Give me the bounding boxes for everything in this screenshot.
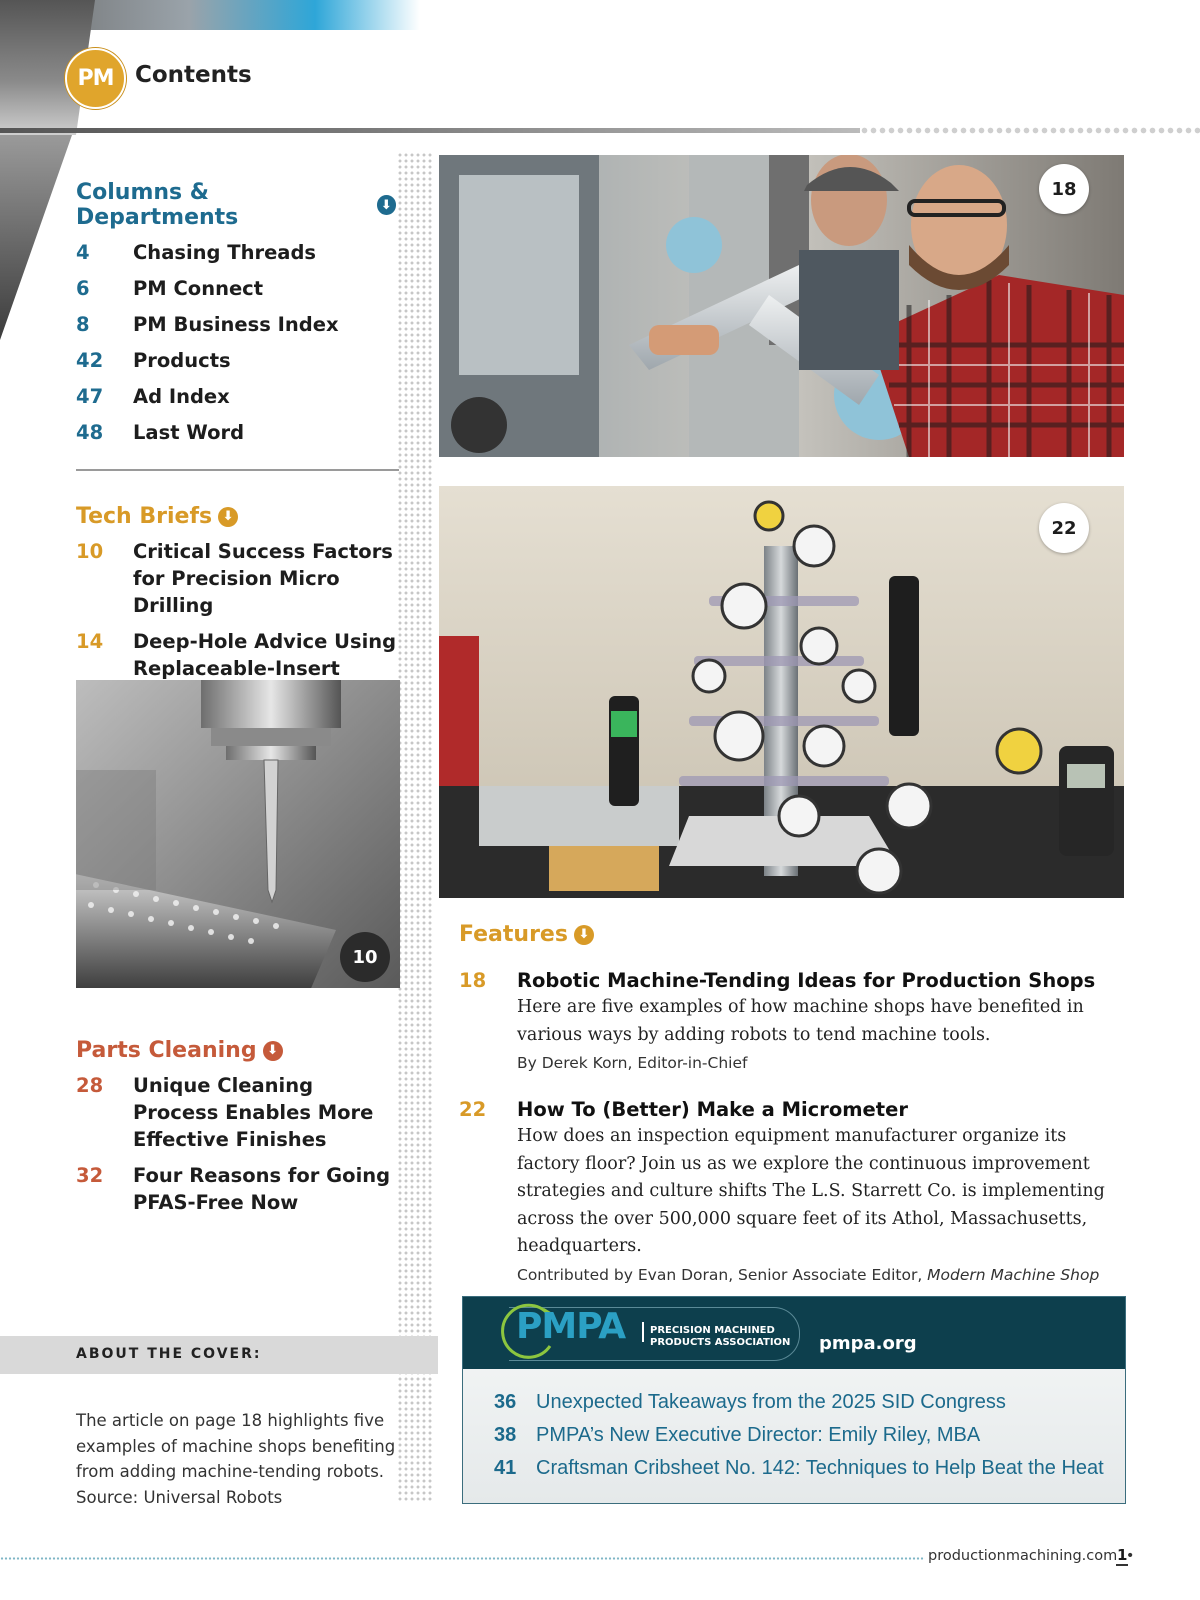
feature-description: How does an inspection equipment manufacturer organize its factory floor? Join us as we explore the continuous improvement strategies and culture shifts The L.S. Starrett Co. is implementing across the over 500,000 square feet of its Athol, Massachusetts, headquarters.	[517, 1126, 1105, 1256]
parts-cleaning-section	[76, 1038, 402, 1225]
down-arrow-circle-icon: ⬇	[377, 195, 396, 215]
item-title: Craftsman Cribsheet No. 142: Techniques to Help Beat the Heat	[536, 1457, 1104, 1479]
byline-publication: Modern Machine Shop	[927, 1265, 1100, 1284]
list-item[interactable]	[76, 1072, 402, 1153]
down-arrow-circle-icon: ⬇	[574, 925, 594, 945]
feature-title: How To (Better) Make a Micrometer	[517, 1098, 908, 1121]
feature-byline	[517, 1262, 1129, 1288]
item-title: PM Connect	[133, 277, 264, 300]
byline-text: By Derek Korn, Editor-in-Chief	[517, 1054, 748, 1072]
header-rule	[0, 128, 860, 133]
page-badge: 10	[340, 932, 390, 982]
columns-departments-section	[76, 180, 396, 455]
list-item[interactable]	[76, 275, 396, 302]
page-number: 22	[459, 1098, 487, 1121]
page-title: Contents	[135, 62, 252, 88]
about-cover-label: ABOUT THE COVER:	[76, 1346, 262, 1362]
list-item[interactable]	[76, 1162, 402, 1216]
item-title: Chasing Threads	[133, 241, 317, 264]
footer-separator: •	[1125, 1548, 1135, 1564]
item-title: Four Reasons for Going PFAS-Free Now	[133, 1164, 391, 1214]
page-badge: 22	[1039, 503, 1089, 553]
item-title: Products	[133, 349, 231, 372]
list-item[interactable]	[494, 1386, 1114, 1419]
page-number: 32	[76, 1164, 104, 1187]
features-heading	[459, 922, 1129, 947]
robot-photo	[439, 155, 1124, 457]
columns-heading-text: Columns & Departments	[76, 180, 239, 230]
page-badge: 18	[1039, 164, 1089, 214]
footer-site-text: productionmachining.com	[928, 1548, 1118, 1564]
pmpa-subtitle: PRECISION MACHINED PRODUCTS ASSOCIATION	[650, 1325, 791, 1348]
item-title: Unexpected Takeaways from the 2025 SID Congress	[536, 1391, 1006, 1413]
item-title: PMPA’s New Executive Director: Emily Riley, MBA	[536, 1424, 981, 1446]
list-item[interactable]	[494, 1419, 1114, 1452]
page-number: 36	[494, 1391, 517, 1413]
page-number: 48	[76, 421, 104, 444]
feature-item[interactable]	[459, 967, 1129, 1076]
parts-cleaning-heading	[76, 1038, 402, 1063]
feature-description: Here are five examples of how machine shops have benefited in various ways by adding robots to tend machine tools.	[517, 997, 1084, 1045]
feature-title: Robotic Machine-Tending Ideas for Production Shops	[517, 969, 1096, 992]
page-number: 8	[76, 313, 90, 336]
page-number: 42	[76, 349, 104, 372]
page-number: 38	[494, 1424, 517, 1446]
item-title: Deep-Hole Advice Using Replaceable-Insert	[133, 630, 397, 680]
item-title: Ad Index	[133, 385, 230, 408]
about-cover-text: The article on page 18 highlights five examples of machine shops benefiting from adding machine-tending robots. Source: Universal Robots	[76, 1411, 396, 1507]
down-arrow-circle-icon: ⬇	[263, 1041, 283, 1061]
header-dotted-rule	[860, 127, 1200, 134]
page-number: 10	[76, 540, 104, 563]
columns-heading	[76, 180, 396, 230]
list-item[interactable]	[76, 383, 396, 410]
page-number: 28	[76, 1074, 104, 1097]
drill-photo	[76, 680, 400, 988]
page-number: 47	[76, 385, 104, 408]
list-item[interactable]	[76, 311, 396, 338]
byline-text: Contributed by Evan Doran, Senior Associate Editor,	[517, 1265, 928, 1284]
item-title: Unique Cleaning Process Enables More Effective Finishes	[133, 1074, 374, 1151]
list-item[interactable]	[494, 1452, 1114, 1485]
item-title: PM Business Index	[133, 313, 339, 336]
pm-logo-badge: PM	[65, 48, 126, 109]
parts-cleaning-heading-text: Parts Cleaning	[76, 1038, 257, 1063]
list-item[interactable]	[76, 239, 396, 266]
parts-cleaning-list	[76, 1072, 402, 1216]
tech-briefs-heading-text: Tech Briefs	[76, 504, 213, 529]
page-number: 14	[76, 630, 104, 653]
column-dot-separator	[397, 152, 433, 1502]
page-number: 6	[76, 277, 90, 300]
pmpa-logo: PMPA	[516, 1306, 626, 1347]
down-arrow-circle-icon: ⬇	[218, 507, 238, 527]
footer-page-number: 1	[1117, 1546, 1128, 1564]
micrometer-photo	[439, 486, 1124, 898]
pmpa-logo-divider	[642, 1322, 644, 1342]
left-edge-wedge	[0, 135, 72, 340]
feature-item[interactable]	[459, 1096, 1129, 1288]
list-item[interactable]	[76, 538, 402, 619]
footer-site	[928, 1548, 1138, 1564]
section-divider	[76, 469, 399, 471]
footer-dotted-rule	[0, 1557, 925, 1560]
features-heading-text: Features	[459, 922, 568, 947]
page-number: 18	[459, 969, 487, 992]
item-title: Critical Success Factors for Precision Micro Drilling	[133, 540, 393, 617]
list-item[interactable]	[76, 419, 396, 446]
page-number: 41	[494, 1457, 517, 1479]
features-section	[459, 922, 1129, 1288]
pmpa-list	[494, 1386, 1114, 1485]
list-item[interactable]	[76, 347, 396, 374]
item-title: Last Word	[133, 421, 245, 444]
page-number: 4	[76, 241, 90, 264]
columns-list	[76, 239, 396, 446]
feature-byline	[517, 1050, 1129, 1076]
tech-briefs-heading	[76, 504, 402, 529]
pmpa-url-link[interactable]: pmpa.org	[819, 1333, 917, 1354]
